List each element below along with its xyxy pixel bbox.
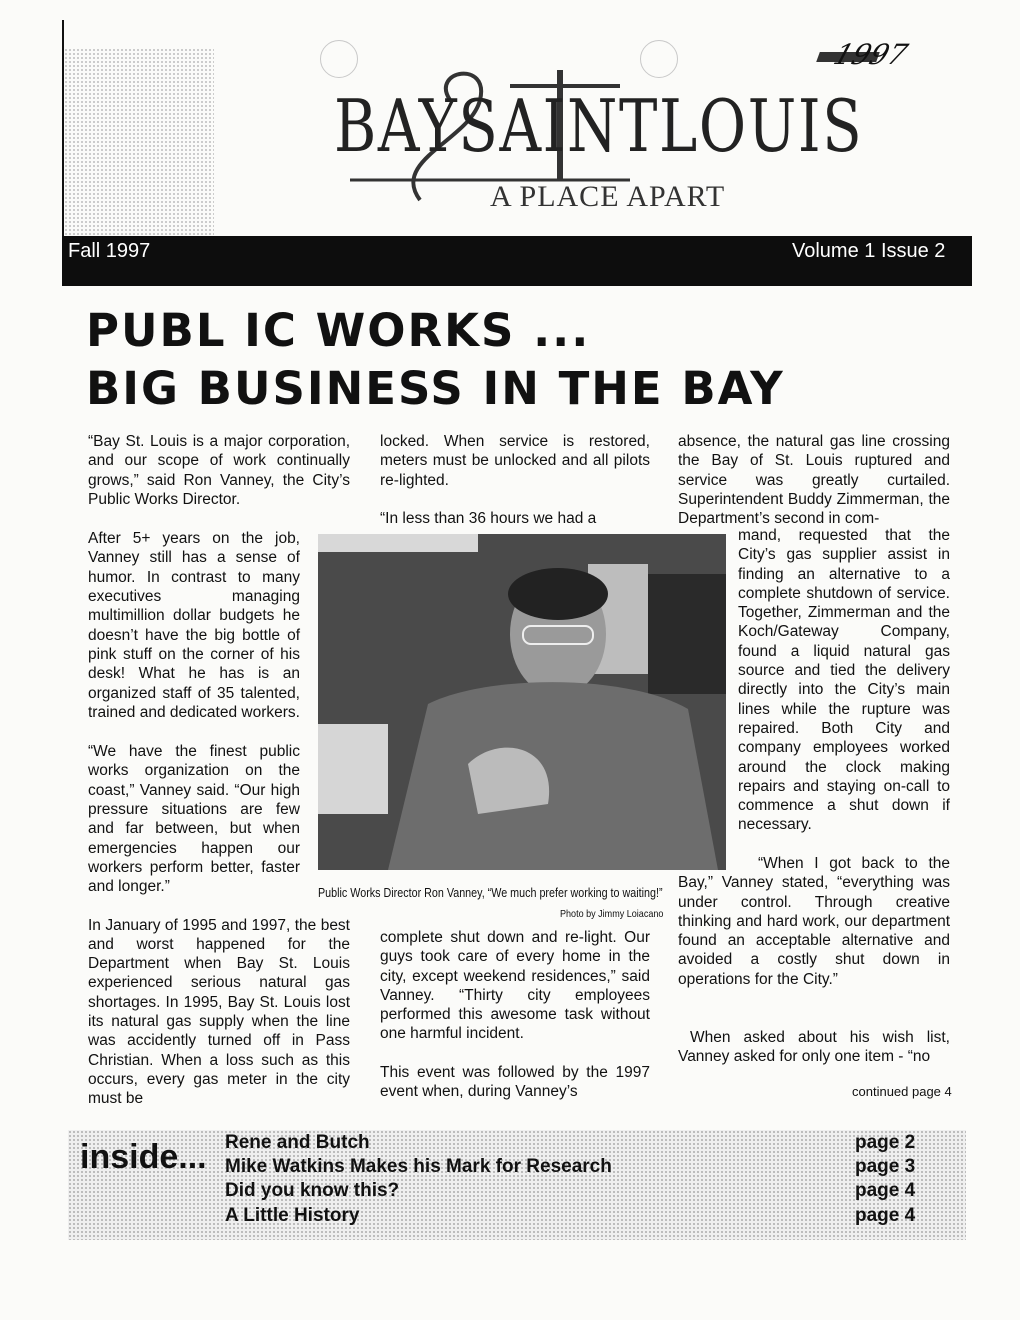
handwritten-year: 1997: [829, 38, 912, 71]
portrait-image: [318, 534, 726, 870]
masthead-title: BAYSAINTLOUIS: [334, 84, 864, 168]
photo-credit: Photo by Jimmy Loiacano: [560, 908, 664, 920]
toc-item[interactable]: A Little History: [225, 1205, 360, 1226]
article-column-1: [88, 432, 350, 1128]
paragraph: After 5+ years on the job, Vanney still has a sense of humor. In contrast to many executives managing multimillion dollar budgets he doesn’t have the big bottle of pink stuff on the corner of his desk! What he has is an organized staff of 35 talented, trained and dedicated workers.: [88, 530, 300, 721]
paragraph: This event was followed by the 1997 event when, during Vanney’s: [380, 1063, 650, 1101]
article-column-3-mid: mand, requested that the City’s gas supplier assist in finding an alternative to a complete shutdown of service. Together, Zimmerman and the Koch/Gateway Company, found a liquid natural gas source and tied the delivery directly into the City’s main lines while the rupture was repaired. Both City and company employees worked around the clock making repairs and staying on-call to commence a shut down if necessary.: [738, 527, 950, 834]
article-column-3-top: absence, the natural gas line crossing the Bay of St. Louis ruptured and service was greatly curtailed. Superintendent Buddy Zimmerman, the Department’s second in com-: [678, 433, 950, 528]
headline-line-2: BIG BUSINESS IN THE BAY: [86, 362, 785, 415]
toc-item[interactable]: Did you know this?: [225, 1180, 400, 1201]
paragraph: “In less than 36 hours we had a: [380, 509, 597, 527]
toc-item[interactable]: Mike Watkins Makes his Mark for Research: [225, 1156, 612, 1177]
article-column-3-quote: “When I got back to the Bay,” Vanney stated, “everything was under control. Through creative thinking and hard work, our department found an acceptable alternative and avoided a costly shut down in operations for the City.”: [678, 855, 950, 988]
toc-page: page 4: [855, 1180, 916, 1201]
paragraph: “We have the finest public works organization on the coast,” Vanney said. “Our high pressure situations are few and far between, but when emergencies happen our workers perform better, faster and longer.”: [88, 743, 300, 896]
headline-line-1: PUBL IC WORKS ...: [86, 304, 591, 357]
paragraph: locked. When service is restored, meters must be unlocked and all pilots re-lighted.: [380, 433, 650, 489]
continued-note: continued page 4: [852, 1084, 952, 1099]
toc-page: page 2: [855, 1132, 916, 1153]
inside-label: inside...: [80, 1138, 207, 1176]
paragraph: complete shut down and re-light. Our guys took care of every home in the city, except weekend residences,” said Vanney. “Thirty city employees performed this awesome task without one harmful incident.: [380, 929, 650, 1043]
toc-page: page 4: [855, 1205, 916, 1226]
masthead-rule: [62, 20, 64, 236]
photo-caption: Public Works Director Ron Vanney, “We much prefer working to waiting!”: [318, 886, 663, 900]
masthead-halftone: [64, 48, 214, 236]
toc-item[interactable]: Rene and Butch: [225, 1132, 370, 1153]
paragraph: In January of 1995 and 1997, the best and worst happened for the Department when Bay St. Louis experienced serious natural gas shortages. In 1995, Bay St. Louis lost its natural gas supply when the line was accidently turned off in Pass Christian. When a loss such as this occurs, every gas meter in the city must be: [88, 916, 350, 1108]
article-column-2-bottom: [380, 928, 650, 1120]
masthead-tagline: A PLACE APART: [490, 180, 726, 213]
article-column-2-top: [380, 432, 650, 547]
paragraph: “Bay St. Louis is a major corporation, and our scope of work continually grows,” said Ron Vanney, the City’s Public Works Director.: [88, 433, 350, 508]
issue-volume: Volume 1 Issue 2: [792, 240, 946, 262]
photo-ron-vanney: [318, 534, 726, 870]
article-column-3-end: When asked about his wish list, Vanney asked for only one item - “no: [678, 1029, 950, 1066]
toc-page: page 3: [855, 1156, 916, 1177]
issue-season: Fall 1997: [68, 240, 151, 262]
